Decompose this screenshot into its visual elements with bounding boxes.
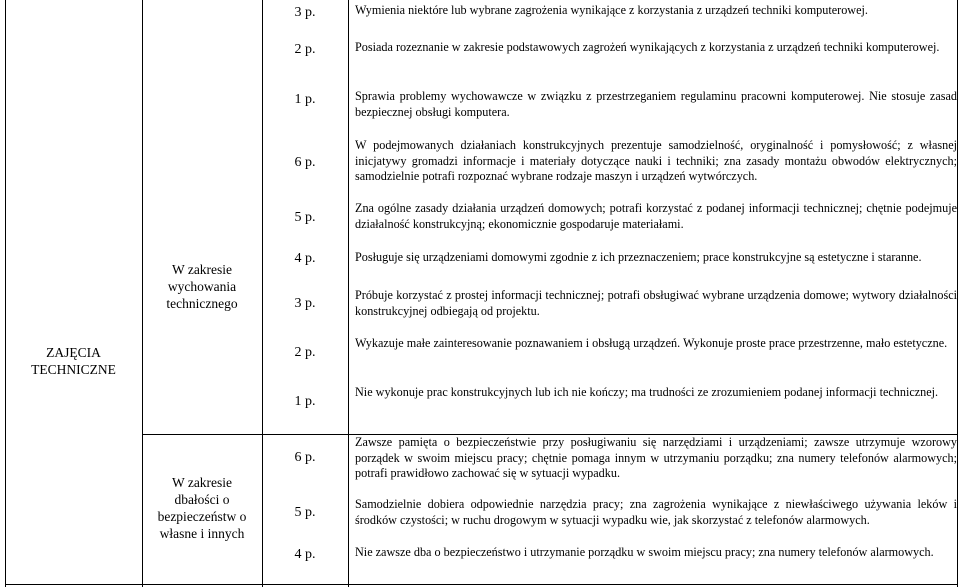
table-border-left: [5, 0, 6, 587]
points-label: 4 p.: [294, 251, 316, 266]
table-border-bottom: [5, 584, 958, 585]
criterion-description: Zawsze pamięta o bezpieczeństwie przy posługiwaniu się narzędziami i urządzeniami; zawsze utrzymuje wzorowy porządek w swoim miejscu pracy; chętnie pomaga innym w utrzymaniu porządku; zna numery telefonów alarmowych; potrafi prawidłowo zachować się w sytuacji wypadku.: [355, 435, 957, 480]
criterion-description: Sprawia problemy wychowawcze w związku z przestrzeganiem regulaminu pracowni komputerowej. Nie stosuje zasad bezpiecznej obsługi komputera.: [355, 89, 957, 119]
points-label: 3 p.: [294, 5, 316, 20]
criterion-description: Wymienia niektóre lub wybrane zagrożenia wynikające z korzystania z urządzeń techniki komputerowej.: [355, 3, 868, 17]
points-label: 6 p.: [294, 450, 316, 465]
table-border-right: [957, 0, 958, 587]
points-label: 2 p.: [294, 42, 316, 57]
points-label: 5 p.: [294, 210, 316, 225]
points-label: 2 p.: [294, 345, 316, 360]
points-label: 5 p.: [294, 505, 316, 520]
column-divider-area: [262, 0, 263, 587]
subject-label: ZAJĘCIA TECHNICZNE: [31, 345, 116, 377]
criterion-description: Wykazuje małe zainteresowanie poznawaniem i obsługą urządzeń. Wykonuje proste prace przestrzenne, mało estetyczne.: [355, 336, 948, 350]
criterion-description: Nie wykonuje prac konstrukcyjnych lub ich nie kończy; ma trudności ze zrozumieniem podanej informacji technicznej.: [355, 385, 939, 399]
points-label: 1 p.: [294, 394, 316, 409]
area-label: W zakresie dbałości o bezpieczeństw o własne i innych: [157, 475, 247, 541]
criterion-description: Posiada rozeznanie w zakresie podstawowych zagrożeń wynikających z korzystania z urządzeń techniki komputerowej.: [355, 40, 940, 54]
points-label: 4 p.: [294, 547, 316, 562]
criterion-description: Zna ogólne zasady działania urządzeń domowych; potrafi korzystać z podanej informacji technicznej; chętnie podejmuje działalność konstrukcyjną; ekonomicznie gospodaruje materiałami.: [355, 201, 957, 231]
criterion-description: Samodzielnie dobiera odpowiednie narzędzia pracy; zna zagrożenia wynikające z niewłaściwego używania leków i środków czystości; w ruchu drogowym w sytuacji wypadku wie, jak skorzystać z telefonów alarmowych.: [355, 497, 957, 527]
points-label: 1 p.: [294, 92, 316, 107]
criterion-description: Nie zawsze dba o bezpieczeństwo i utrzymanie porządku w swoim miejscu pracy; zna numery telefonów alarmowych.: [355, 545, 934, 559]
points-label: 3 p.: [294, 296, 316, 311]
area-label: W zakresie wychowania technicznego: [166, 262, 238, 311]
criterion-description: W podejmowanych działaniach konstrukcyjnych prezentuje samodzielność, oryginalność i pomysłowość; z własnej inicjatywy gromadzi informacje i materiały dotyczące nauki i techniki; zna zasady montażu obwodów elektrycznych; samodzielnie potrafi rozpoznać wybrane rodzaje maszyn i urządzeń wytwórczych.: [355, 138, 957, 183]
column-divider-points: [348, 0, 349, 587]
points-label: 6 p.: [294, 155, 316, 170]
criterion-description: Próbuje korzystać z prostej informacji technicznej; potrafi obsługiwać wybrane urządzenia domowe; wytwory działalności konstrukcyjnej odbiegają od projektu.: [355, 288, 957, 318]
criterion-description: Posługuje się urządzeniami domowymi zgodnie z ich przeznaczeniem; prace konstrukcyjne są estetyczne i staranne.: [355, 250, 922, 264]
